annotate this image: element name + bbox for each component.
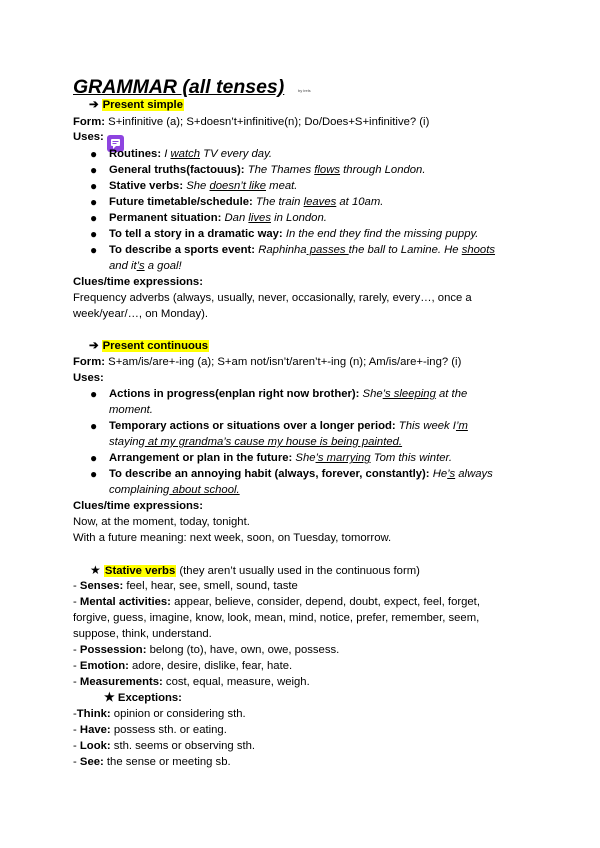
present-simple-clues-label: Clues/time expressions: (73, 276, 203, 288)
list-item-label: Actions in progress(enplan right now brother): (109, 388, 360, 400)
category-label: Measurements: (79, 676, 163, 688)
present-simple-heading (89, 98, 184, 112)
present-simple-clues-line: Frequency adverbs (always, usually, never, occasionally, rarely, every…, once a (73, 292, 472, 304)
bullet-icon: ● (90, 227, 98, 241)
heading-text: Present simple (102, 99, 183, 111)
list-item (109, 466, 493, 482)
example-text: moment. (109, 404, 153, 416)
list-item (109, 418, 468, 434)
heading-text: Present continuous (102, 340, 209, 352)
example-text: ’s (136, 260, 145, 272)
arrow-icon: ➔ (89, 340, 99, 352)
list-item (109, 162, 425, 178)
exception-label: Think: (76, 708, 111, 720)
example-text: This week I (395, 420, 456, 432)
example-text: doesn’t like (209, 180, 267, 192)
bullet-icon: ● (90, 147, 98, 161)
example-text: and it (109, 260, 137, 272)
example-text: watch (170, 148, 201, 160)
example-text: I (161, 148, 171, 160)
present-simple-clues-line: week/year/…, on Monday). (73, 308, 208, 320)
bullet-icon: ● (90, 195, 98, 209)
category-verbs: adore, desire, dislike, fear, hate. (128, 660, 293, 672)
stative-category (73, 643, 339, 657)
stative-category (73, 595, 480, 609)
example-text: lives (248, 212, 271, 224)
category-label: Senses: (79, 580, 124, 592)
heading-text: Stative verbs (104, 565, 176, 577)
example-text: Dan (221, 212, 249, 224)
present-continuous-uses-label: Uses: (73, 372, 104, 384)
example-text: leaves (303, 196, 337, 208)
list-item-label: Stative verbs: (109, 180, 184, 192)
bullet-icon: ● (90, 211, 98, 225)
dash: - (73, 580, 80, 592)
example-text: always (455, 468, 493, 480)
dash: - (73, 756, 80, 768)
category-verbs: belong (to), have, own, owe, possess. (146, 644, 340, 656)
example-text: complaining (109, 484, 170, 496)
dash: - (73, 676, 80, 688)
exception-item (73, 755, 231, 769)
category-verbs-continued: suppose, think, understand. (73, 628, 212, 640)
dash: - (73, 596, 80, 608)
bullet-icon: ● (90, 179, 98, 193)
example-text: She (292, 452, 316, 464)
example-text: a goal! (144, 260, 182, 272)
exception-label: See: (79, 756, 104, 768)
bullet-icon: ● (90, 243, 98, 257)
category-verbs: appear, believe, consider, depend, doubt, expect, feel, forget, (170, 596, 480, 608)
present-continuous-clues-line: With a future meaning: next week, soon, on Tuesday, tomorrow. (73, 532, 392, 544)
list-item-label: Permanent situation: (109, 212, 222, 224)
example-text: at the (435, 388, 468, 400)
list-item-continued (109, 402, 153, 418)
exceptions-heading: ★ Exceptions: (104, 690, 182, 704)
example-text: The Thames (244, 164, 315, 176)
present-simple-form: Form: S+infinitive (a); S+doesn’t+infinitive(n); Do/Does+S+infinitive? (i) (73, 116, 430, 128)
exception-item (73, 723, 227, 737)
dash: - (73, 660, 80, 672)
exception-label: Look: (79, 740, 111, 752)
star-icon: ★ (104, 690, 115, 704)
example-text: The train (252, 196, 304, 208)
dash: - (73, 724, 80, 736)
stative-category (73, 579, 298, 593)
present-continuous-heading (89, 339, 209, 353)
category-verbs-continued: forgive, guess, imagine, know, look, mean, mind, notice, prefer, remember, seem, (73, 612, 480, 624)
example-text: meat. (266, 180, 298, 192)
exception-text: opinion or considering sth. (110, 708, 246, 720)
list-item-label: To tell a story in a dramatic way: (109, 228, 283, 240)
category-verbs: feel, hear, see, smell, sound, taste (123, 580, 298, 592)
list-item (109, 178, 297, 194)
example-text: In the end they find the missing puppy. (282, 228, 479, 240)
list-item-continued (109, 482, 240, 498)
present-continuous-clues-label: Clues/time expressions: (73, 500, 203, 512)
exception-text: the sense or meeting sb. (103, 756, 231, 768)
example-text: He (429, 468, 448, 480)
list-item-continued (109, 258, 182, 274)
bullet-icon: ● (90, 387, 98, 401)
category-verbs: cost, equal, measure, weigh. (162, 676, 310, 688)
bullet-icon: ● (90, 419, 98, 433)
example-text: TV every day. (200, 148, 273, 160)
category-label: Mental activities: (79, 596, 171, 608)
example-text: ’s (447, 468, 456, 480)
present-simple-uses-label: Uses: (73, 131, 104, 143)
example-text: ’m (455, 420, 468, 432)
example-text: shoots (461, 244, 496, 256)
category-label: Possession: (79, 644, 147, 656)
example-text: passes (306, 244, 349, 256)
example-text: Tom this winter. (370, 452, 452, 464)
example-text: She (183, 180, 210, 192)
arrow-icon: ➔ (89, 99, 99, 111)
example-text: ’s marrying (315, 452, 371, 464)
byline: by irels (298, 88, 311, 93)
stative-verbs-heading: ★ Stative verbs (they aren’t usually used in the continuous form) (90, 563, 420, 577)
dash: - (73, 740, 80, 752)
list-item-label: Routines: (109, 148, 162, 160)
dash: - (73, 644, 80, 656)
bullet-icon: ● (90, 163, 98, 177)
example-text: about school. (169, 484, 240, 496)
list-item (109, 450, 452, 466)
example-text: Raphinha (255, 244, 307, 256)
example-text: the ball to Lamine. He (348, 244, 462, 256)
present-continuous-clues-line: Now, at the moment, today, tonight. (73, 516, 250, 528)
exception-item (73, 707, 246, 721)
page-title: GRAMMAR (all tenses) (73, 76, 285, 98)
example-text: She (359, 388, 383, 400)
example-text: ’s sleeping (382, 388, 436, 400)
list-item (109, 242, 495, 258)
list-item (109, 146, 272, 162)
list-item (109, 386, 467, 402)
list-item (109, 194, 383, 210)
list-item-label: To describe a sports event: (109, 244, 256, 256)
present-continuous-form: Form: S+am/is/are+-ing (a); S+am not/isn’t/aren’t+-ing (n); Am/is/are+-ing? (i) (73, 356, 462, 368)
example-text: in London. (270, 212, 327, 224)
example-text: flows (314, 164, 341, 176)
example-text: at my grandma’s cause my house is being painted. (144, 436, 403, 448)
exception-label: Have: (79, 724, 111, 736)
exception-item (73, 739, 255, 753)
list-item-label: Arrangement or plan in the future: (109, 452, 293, 464)
list-item-label: General truths(factouus): (109, 164, 245, 176)
dash: - (73, 708, 77, 720)
bullet-icon: ● (90, 451, 98, 465)
stative-category (73, 659, 292, 673)
category-label: Emotion: (79, 660, 129, 672)
list-item-label: To describe an annoying habit (always, forever, constantly): (109, 468, 430, 480)
stative-category (73, 675, 310, 689)
example-text: staying (109, 436, 145, 448)
exception-text: sth. seems or observing sth. (110, 740, 256, 752)
list-item (109, 226, 478, 242)
bullet-icon: ● (90, 467, 98, 481)
star-icon: ★ (90, 563, 101, 577)
list-item-continued (109, 434, 402, 450)
example-text: through London. (340, 164, 426, 176)
list-item-label: Temporary actions or situations over a longer period: (109, 420, 396, 432)
exception-text: possess sth. or eating. (110, 724, 227, 736)
list-item (109, 210, 327, 226)
list-item-label: Future timetable/schedule: (109, 196, 253, 208)
example-text: at 10am. (336, 196, 384, 208)
